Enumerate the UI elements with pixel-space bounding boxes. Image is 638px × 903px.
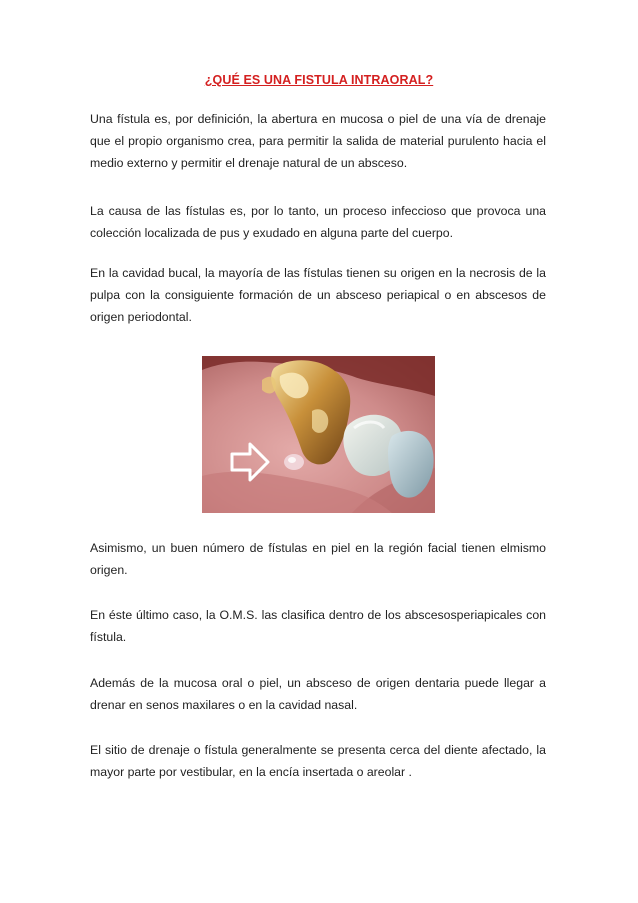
document-title: ¿QUÉ ES UNA FISTULA INTRAORAL?	[204, 73, 434, 87]
paragraph-definition: Una fístula es, por definición, la abertura en mucosa o piel de una vía de drenaje que el propio organismo crea, para permitir la salida de material purulento hacia el medio externo y permitir el drenaje natural de un absceso.	[90, 112, 546, 170]
paragraph-facial-skin: Asimismo, un buen número de fístulas en piel en la región facial tienen elmismo origen.	[90, 541, 546, 577]
paragraph-oral-cavity: En la cavidad bucal, la mayoría de las fístulas tienen su origen en la necrosis de la pulpa con la consiguiente formación de un absceso periapical o en abscesos de origen periodontal.	[90, 266, 546, 324]
paragraph-oms-classification: En éste último caso, la O.M.S. las clasifica dentro de los abscesosperiapicales con fístula.	[90, 608, 546, 644]
photo-illustration	[202, 356, 435, 513]
paragraph-fistula-location: El sitio de drenaje o fístula generalmente se presenta cerca del diente afectado, la mayor parte por vestibular, en la encía insertada o areolar .	[90, 743, 546, 779]
paragraph-cause: La causa de las fístulas es, por lo tanto, un proceso infeccioso que provoca una colección localizada de pus y exudado en alguna parte del cuerpo.	[90, 204, 546, 240]
paragraph-drainage-sites: Además de la mucosa oral o piel, un absceso de origen dentaria puede llegar a drenar en senos maxilares o en la cavidad nasal.	[90, 676, 546, 712]
intraoral-fistula-photo	[202, 356, 435, 513]
